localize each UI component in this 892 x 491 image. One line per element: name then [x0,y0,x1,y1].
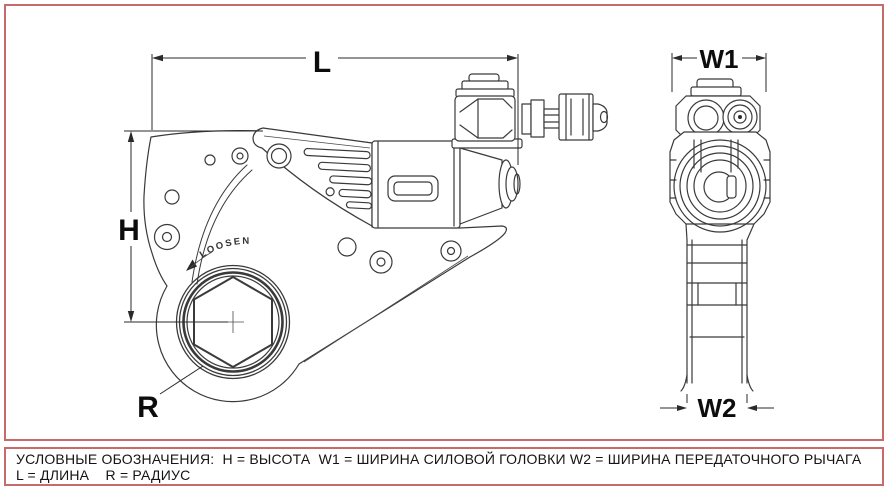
coupler-port-right [723,100,757,134]
handle-slot [388,176,438,201]
dimension-w2 [660,393,774,423]
cylinder-body [372,141,460,228]
radius-label: R [137,391,159,424]
legend-line-1: УСЛОВНЫЕ ОБОЗНАЧЕНИЯ: H = ВЫСОТА W1 = ШИРИНА СИЛОВОЙ ГОЛОВКИ W2 = ШИРИНА ПЕРЕДАТОЧНОГО РЫЧАГА [16,451,862,467]
legend-box [4,447,884,486]
swivel-manifold [455,74,515,141]
bolt-hole-small-double [232,148,248,164]
dimension-w2-label: W2 [697,393,737,423]
dimension-length-label: L [312,46,332,79]
side-view [660,44,774,423]
gear-housing [452,139,522,224]
hydraulic-coupler [522,94,608,140]
dimension-w1-label: W1 [699,44,739,74]
legend-line-2: L = ДЛИНА R = РАДИУС [16,467,191,483]
lever-arm [681,224,754,391]
head-cap [691,87,741,96]
coupler-port-left [688,100,724,136]
pivot-hole [267,144,291,168]
front-view [125,74,608,402]
loosen-label: LOOSEN [197,235,252,261]
dimension-height-label: H [118,214,140,247]
